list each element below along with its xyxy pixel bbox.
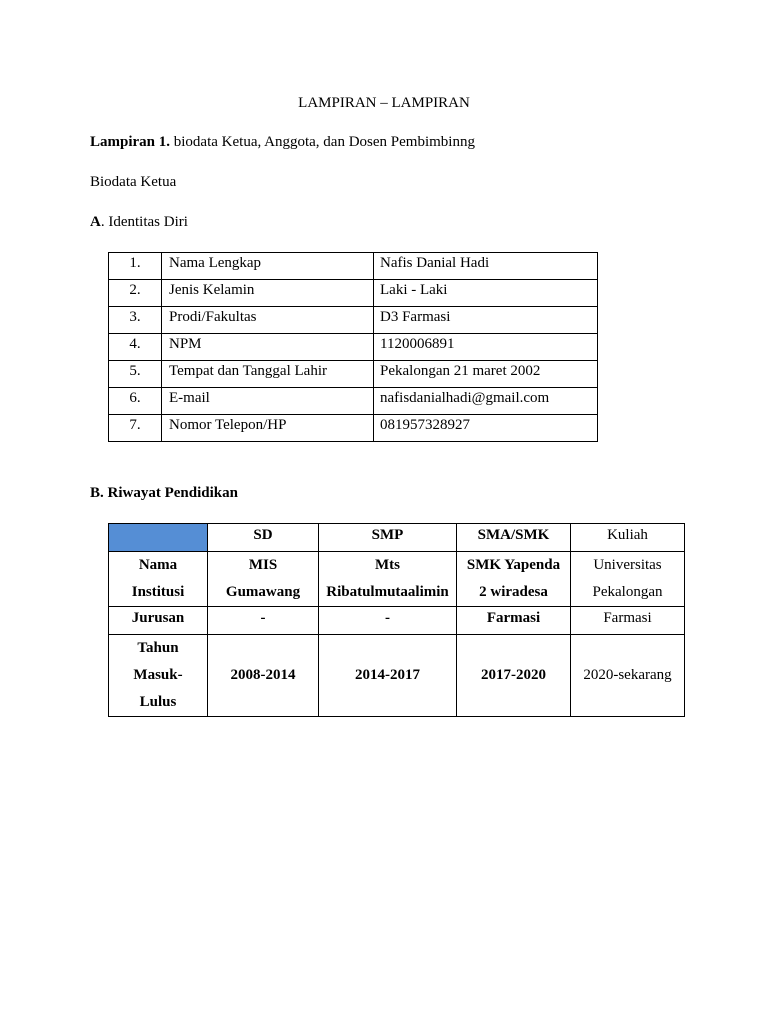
education-table bbox=[108, 523, 685, 717]
institution-sma: SMK Yapenda 2 wiradesa bbox=[457, 552, 571, 607]
section-b-heading: B. Riwayat Pendidikan bbox=[90, 485, 238, 501]
table-row bbox=[109, 253, 598, 280]
row-number: 4. bbox=[109, 334, 162, 361]
section-a-letter: A bbox=[90, 214, 101, 230]
row-number: 2. bbox=[109, 280, 162, 307]
appendix-heading bbox=[90, 132, 475, 152]
field-value: Pekalongan 21 maret 2002 bbox=[374, 361, 598, 388]
table-row bbox=[109, 415, 598, 442]
field-label: E-mail bbox=[162, 388, 374, 415]
table-row bbox=[109, 552, 685, 607]
identity-table bbox=[108, 252, 598, 442]
field-label: Prodi/Fakultas bbox=[162, 307, 374, 334]
header-smp: SMP bbox=[319, 524, 457, 552]
corner-cell bbox=[109, 524, 208, 552]
major-kuliah: Farmasi bbox=[571, 607, 685, 635]
table-row bbox=[109, 307, 598, 334]
table-row bbox=[109, 334, 598, 361]
field-label: Nama Lengkap bbox=[162, 253, 374, 280]
field-label: Tempat dan Tanggal Lahir bbox=[162, 361, 374, 388]
institution-sd: MIS Gumawang bbox=[208, 552, 319, 607]
major-sd: - bbox=[208, 607, 319, 635]
table-row bbox=[109, 635, 685, 717]
field-value: Laki - Laki bbox=[374, 280, 598, 307]
header-sd: SD bbox=[208, 524, 319, 552]
row-number: 6. bbox=[109, 388, 162, 415]
page-title: LAMPIRAN – LAMPIRAN bbox=[298, 95, 470, 111]
institution-smp: Mts Ribatulmutaalimin bbox=[319, 552, 457, 607]
row-number: 3. bbox=[109, 307, 162, 334]
years-smp: 2014-2017 bbox=[319, 635, 457, 717]
table-row bbox=[109, 361, 598, 388]
field-label: Jenis Kelamin bbox=[162, 280, 374, 307]
field-value: D3 Farmasi bbox=[374, 307, 598, 334]
table-row bbox=[109, 388, 598, 415]
field-value: 1120006891 bbox=[374, 334, 598, 361]
years-sd: 2008-2014 bbox=[208, 635, 319, 717]
major-sma: Farmasi bbox=[457, 607, 571, 635]
major-label: Jurusan bbox=[109, 607, 208, 635]
institution-kuliah: Universitas Pekalongan bbox=[571, 552, 685, 607]
major-smp: - bbox=[319, 607, 457, 635]
header-kuliah: Kuliah bbox=[571, 524, 685, 552]
header-sma-smk: SMA/SMK bbox=[457, 524, 571, 552]
field-value: 081957328927 bbox=[374, 415, 598, 442]
institution-label: Nama Institusi bbox=[109, 552, 208, 607]
appendix-text: biodata Ketua, Anggota, dan Dosen Pembimbinng bbox=[170, 134, 475, 150]
years-label: Tahun Masuk- Lulus bbox=[109, 635, 208, 717]
row-number: 7. bbox=[109, 415, 162, 442]
field-label: Nomor Telepon/HP bbox=[162, 415, 374, 442]
row-number: 5. bbox=[109, 361, 162, 388]
years-sma: 2017-2020 bbox=[457, 635, 571, 717]
row-number: 1. bbox=[109, 253, 162, 280]
section-a-heading bbox=[90, 212, 188, 232]
table-row bbox=[109, 280, 598, 307]
appendix-label: Lampiran 1. bbox=[90, 134, 171, 150]
biodata-heading: Biodata Ketua bbox=[90, 174, 177, 190]
field-value: Nafis Danial Hadi bbox=[374, 253, 598, 280]
table-row bbox=[109, 524, 685, 552]
field-label: NPM bbox=[162, 334, 374, 361]
years-kuliah: 2020-sekarang bbox=[571, 635, 685, 717]
table-row bbox=[109, 607, 685, 635]
section-a-text: . Identitas Diri bbox=[100, 214, 188, 230]
field-value: nafisdanialhadi@gmail.com bbox=[374, 388, 598, 415]
